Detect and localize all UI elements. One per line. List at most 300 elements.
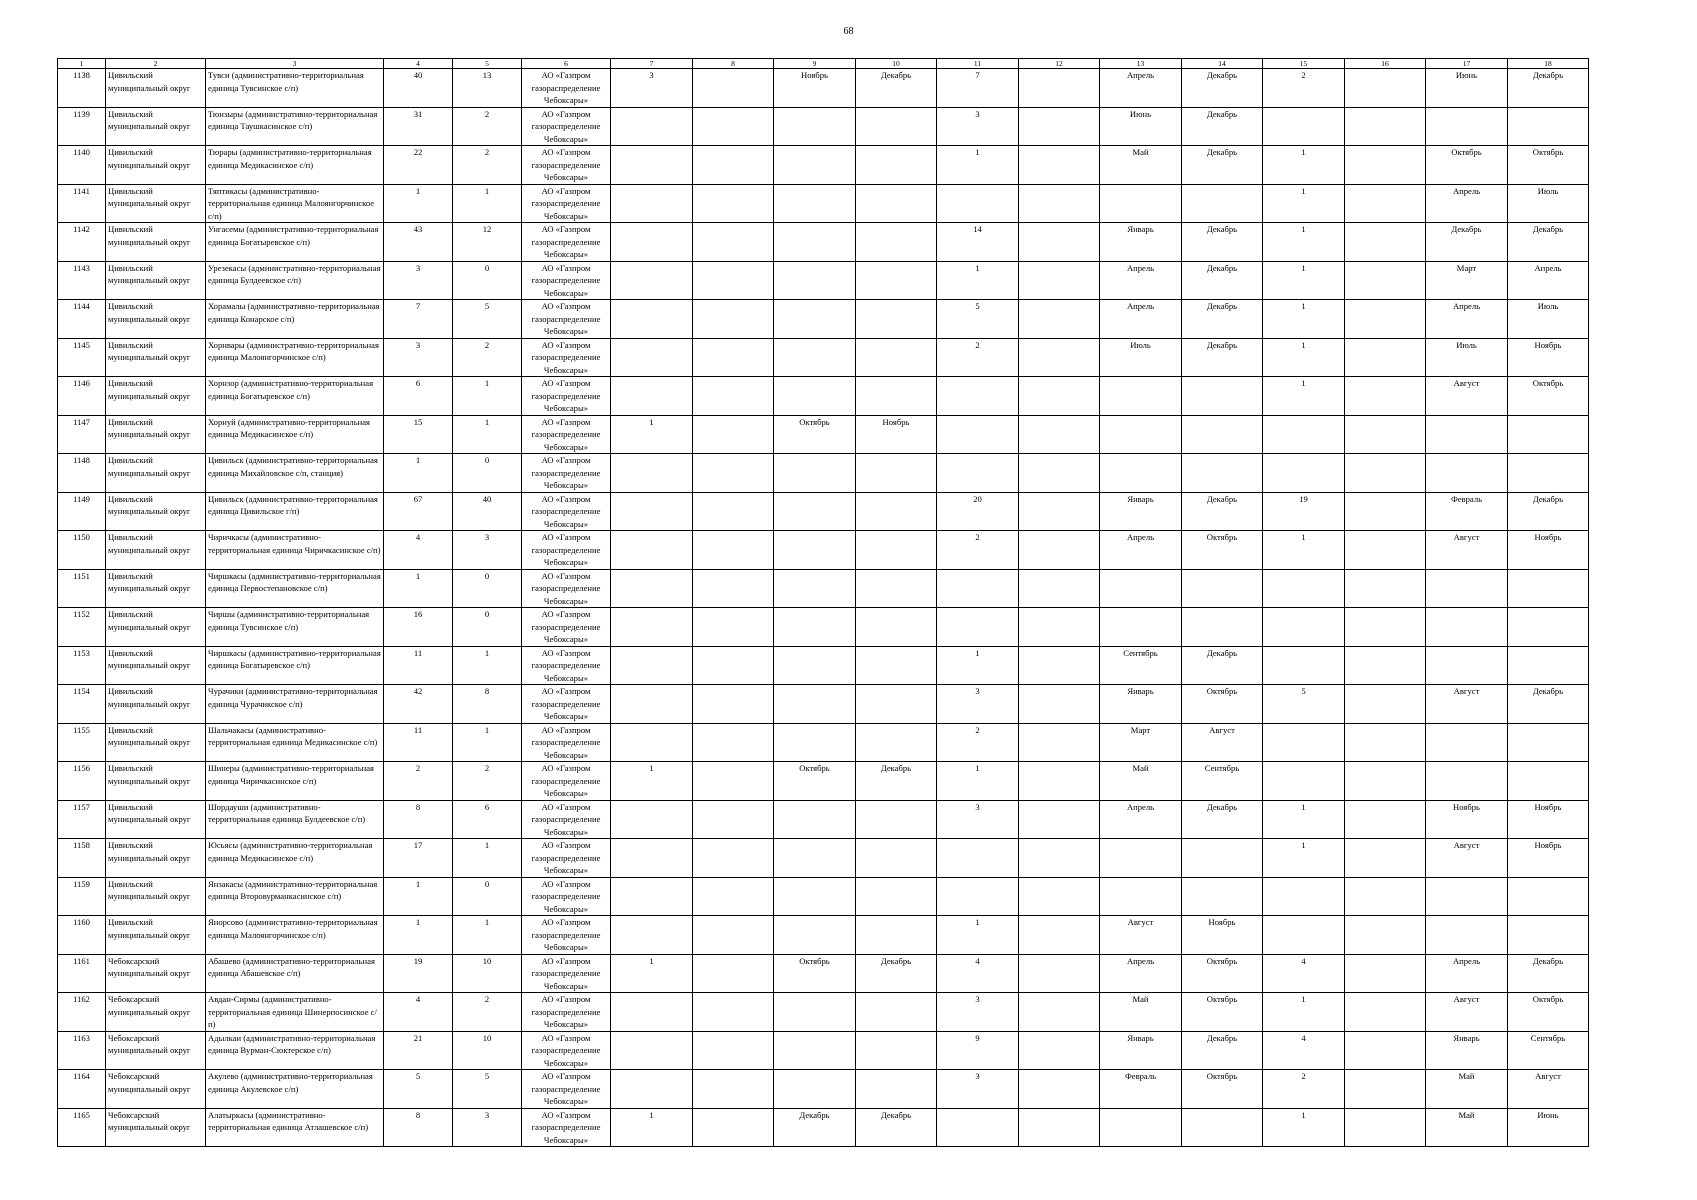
table-cell: Апрель [1426,184,1508,223]
table-cell: 12 [453,223,522,262]
table-cell [774,877,856,916]
table-cell [774,377,856,416]
table-cell [774,916,856,955]
table-cell: Тяптикасы (административно-территориальная единица Малоянгорчинское с/п) [206,184,384,223]
table-cell [611,685,693,724]
table-cell [693,954,774,993]
table-cell [693,531,774,570]
table-cell: 3 [937,107,1019,146]
table-cell: 5 [453,300,522,339]
table-cell: Цивильский муниципальный округ [106,107,206,146]
table-cell: Цивильск (административно-территориальная единица Михайловское с/п, станция) [206,454,384,493]
table-cell [693,646,774,685]
table-cell [693,762,774,801]
column-number-header: 14 [1182,59,1263,69]
table-cell: Ноябрь [856,415,937,454]
table-cell: Хорнзор (административно-территориальная единица Богатыревское с/п) [206,377,384,416]
table-cell [937,184,1019,223]
table-cell: 1 [611,415,693,454]
table-cell [1019,184,1100,223]
table-cell: Унгасемы (административно-территориальная единица Богатыревское с/п) [206,223,384,262]
table-cell: Июнь [1426,69,1508,108]
table-cell: 1143 [58,261,106,300]
table-cell: 1 [1263,300,1345,339]
table-cell: Чиршкасы (административно-территориальная единица Первостепановское с/п) [206,569,384,608]
table-cell [1019,608,1100,647]
table-cell: Юсьясы (административно-территориальная единица Медикасинское с/п) [206,839,384,878]
table-cell: АО «Газпром газораспределение Чебоксары» [522,261,611,300]
table-cell [1345,107,1426,146]
table-cell: 1140 [58,146,106,185]
table-cell: 1152 [58,608,106,647]
table-cell: АО «Газпром газораспределение Чебоксары» [522,223,611,262]
table-cell: 1 [1263,261,1345,300]
table-cell: 2 [453,107,522,146]
table-cell [1019,531,1100,570]
table-cell: Апрель [1100,69,1182,108]
table-cell: 1 [1263,800,1345,839]
table-cell: 3 [384,338,453,377]
table-cell: 1 [1263,338,1345,377]
table-cell [856,608,937,647]
table-cell: Цивильский муниципальный округ [106,415,206,454]
table-cell [774,454,856,493]
table-cell: АО «Газпром газораспределение Чебоксары» [522,300,611,339]
table-cell: 1 [1263,223,1345,262]
table-cell [1345,261,1426,300]
table-cell [693,1031,774,1070]
table-cell: 1145 [58,338,106,377]
table-cell [1508,762,1589,801]
table-cell: Декабрь [1508,492,1589,531]
table-cell: Август [1426,685,1508,724]
table-cell: Декабрь [1182,223,1263,262]
table-row [58,608,1589,647]
table-cell [1182,608,1263,647]
table-cell: Сентябрь [1182,762,1263,801]
table-cell: 40 [384,69,453,108]
table-cell: 0 [453,454,522,493]
table-cell: 1 [453,184,522,223]
table-cell [856,261,937,300]
table-cell: Шинеры (административно-территориальная единица Чиричкасинское с/п) [206,762,384,801]
table-cell: 1 [937,646,1019,685]
table-cell: Апрель [1426,300,1508,339]
table-cell: Чебоксарский муниципальный округ [106,993,206,1032]
table-cell [693,492,774,531]
table-cell [693,839,774,878]
table-cell: Цивильский муниципальный округ [106,146,206,185]
table-cell [1019,685,1100,724]
table-cell: Январь [1426,1031,1508,1070]
table-cell: Октябрь [1508,993,1589,1032]
table-cell: Хорнвары (административно-территориальная единица Малоянгорчинское с/п) [206,338,384,377]
table-cell: Авдан-Сирмы (административно-территориальная единица Шинерпосинское с/п) [206,993,384,1032]
table-cell: 1 [937,916,1019,955]
table-cell: Август [1426,993,1508,1032]
table-cell [1182,184,1263,223]
table-cell [1100,454,1182,493]
table-cell: 1 [453,839,522,878]
table-cell [1426,646,1508,685]
table-cell [1508,107,1589,146]
table-cell [611,916,693,955]
table-cell: 1139 [58,107,106,146]
table-row [58,646,1589,685]
table-cell: Декабрь [1182,492,1263,531]
table-cell [856,531,937,570]
table-cell: Ноябрь [1508,531,1589,570]
table-cell: 21 [384,1031,453,1070]
table-cell: 1 [1263,531,1345,570]
table-cell: Хорамалы (административно-территориальная единица Конарское с/п) [206,300,384,339]
table-cell [1100,839,1182,878]
table-cell: Ноябрь [1508,338,1589,377]
table-cell: Ноябрь [1182,916,1263,955]
table-cell: Июль [1508,184,1589,223]
table-cell: Цивильский муниципальный округ [106,877,206,916]
table-cell [1508,646,1589,685]
table-cell [1263,646,1345,685]
table-cell [774,839,856,878]
table-cell [856,800,937,839]
table-cell [1019,261,1100,300]
table-cell: Декабрь [1426,223,1508,262]
table-cell: 43 [384,223,453,262]
table-cell [774,223,856,262]
table-cell: 17 [384,839,453,878]
table-cell: Март [1100,723,1182,762]
table-cell: 1 [937,762,1019,801]
table-row [58,685,1589,724]
table-cell: Цивильский муниципальный округ [106,184,206,223]
column-number-header: 5 [453,59,522,69]
table-cell [1019,69,1100,108]
table-cell: Июль [1426,338,1508,377]
table-cell [1263,569,1345,608]
table-cell: 1 [1263,184,1345,223]
table-cell: 1156 [58,762,106,801]
table-cell: 1 [1263,839,1345,878]
table-cell [1019,646,1100,685]
table-cell: 1155 [58,723,106,762]
table-cell: 2 [453,762,522,801]
table-cell: АО «Газпром газораспределение Чебоксары» [522,685,611,724]
table-cell: Апрель [1100,800,1182,839]
table-cell: 1 [1263,146,1345,185]
table-cell [774,184,856,223]
table-cell [937,1108,1019,1147]
table-cell: АО «Газпром газораспределение Чебоксары» [522,993,611,1032]
table-cell [611,531,693,570]
table-cell [611,646,693,685]
table-cell: 1 [1263,377,1345,416]
table-cell [856,916,937,955]
table-cell: Октябрь [1426,146,1508,185]
table-cell: Чиршкасы (административно-территориальная единица Богатыревское с/п) [206,646,384,685]
page-number: 68 [843,26,854,37]
table-cell: Октябрь [774,954,856,993]
table-row [58,839,1589,878]
table-cell [1019,338,1100,377]
table-cell: Ноябрь [774,69,856,108]
table-cell: Цивильский муниципальный округ [106,492,206,531]
table-cell [856,877,937,916]
table-cell: Ноябрь [1508,800,1589,839]
table-cell [1508,569,1589,608]
table-cell [1508,415,1589,454]
table-cell [1019,1031,1100,1070]
table-cell [1345,993,1426,1032]
table-cell: 1142 [58,223,106,262]
table-cell: Чиршы (административно-территориальная единица Тувсинское с/п) [206,608,384,647]
table-cell: 1164 [58,1070,106,1109]
table-cell: АО «Газпром газораспределение Чебоксары» [522,184,611,223]
table-cell: Август [1508,1070,1589,1109]
table-cell: Октябрь [1182,954,1263,993]
table-cell: Октябрь [1182,1070,1263,1109]
table-cell: 10 [453,1031,522,1070]
table-cell: 8 [384,800,453,839]
table-cell: Декабрь [1508,954,1589,993]
table-cell [1426,107,1508,146]
table-cell: 2 [1263,1070,1345,1109]
table-cell: Декабрь [1182,107,1263,146]
table-cell [693,184,774,223]
table-cell: Янзакасы (административно-территориальная единица Второвурманкасинское с/п) [206,877,384,916]
table-cell [693,261,774,300]
table-cell: 1 [384,569,453,608]
table-cell: 10 [453,954,522,993]
table-cell [1508,608,1589,647]
table-cell: 1 [453,646,522,685]
table-cell [856,223,937,262]
table-cell [1019,492,1100,531]
table-cell: 1149 [58,492,106,531]
table-row [58,1031,1589,1070]
table-cell [693,723,774,762]
table-cell [693,69,774,108]
table-cell: Цивильский муниципальный округ [106,608,206,647]
table-cell: 42 [384,685,453,724]
table-cell [1100,608,1182,647]
table-cell: 14 [937,223,1019,262]
table-cell: Октябрь [774,415,856,454]
table-cell: Цивильский муниципальный округ [106,685,206,724]
table-cell: 1163 [58,1031,106,1070]
table-cell: АО «Газпром газораспределение Чебоксары» [522,569,611,608]
table-cell: Ноябрь [1426,800,1508,839]
table-cell [856,1070,937,1109]
table-cell: Алатыркасы (административно-территориальная единица Атлашевское с/п) [206,1108,384,1147]
table-cell [693,800,774,839]
table-cell: Декабрь [1508,685,1589,724]
table-cell: Июнь [1508,1108,1589,1147]
table-cell: 19 [1263,492,1345,531]
table-cell: АО «Газпром газораспределение Чебоксары» [522,107,611,146]
table-cell [1345,877,1426,916]
table-cell [693,223,774,262]
table-cell: 1 [384,454,453,493]
table-cell: АО «Газпром газораспределение Чебоксары» [522,646,611,685]
table-row [58,762,1589,801]
table-cell: АО «Газпром газораспределение Чебоксары» [522,800,611,839]
table-row [58,723,1589,762]
table-cell: Апрель [1100,531,1182,570]
table-cell [1019,723,1100,762]
table-cell: 1 [453,916,522,955]
table-cell: 11 [384,646,453,685]
table-cell [856,685,937,724]
table-cell: 1154 [58,685,106,724]
table-cell: Цивильский муниципальный округ [106,800,206,839]
table-cell: 20 [937,492,1019,531]
table-cell: 2 [937,723,1019,762]
column-number-header: 15 [1263,59,1345,69]
table-row [58,877,1589,916]
table-cell: Цивильский муниципальный округ [106,261,206,300]
table-cell: Хорнуй (административно-территориальная единица Медикасинское с/п) [206,415,384,454]
table-cell: АО «Газпром газораспределение Чебоксары» [522,1108,611,1147]
table-cell: Шордауши (административно-территориальная единица Булдеевское с/п) [206,800,384,839]
table-row [58,377,1589,416]
table-cell [693,1108,774,1147]
table-cell [856,146,937,185]
table-cell [693,338,774,377]
table-cell: Акулево (административно-территориальная единица Акулевское с/п) [206,1070,384,1109]
table-cell [774,723,856,762]
table-cell: Апрель [1100,300,1182,339]
table-cell: Тюнзыры (административно-территориальная единица Таушкасинское с/п) [206,107,384,146]
table-cell [1019,1108,1100,1147]
table-cell: 6 [453,800,522,839]
table-cell: Цивильский муниципальный округ [106,69,206,108]
table-cell [1100,415,1182,454]
table-cell: АО «Газпром газораспределение Чебоксары» [522,762,611,801]
table-cell [611,1070,693,1109]
table-cell [611,608,693,647]
table-cell: Чебоксарский муниципальный округ [106,1031,206,1070]
table-cell [1345,1108,1426,1147]
table-cell [611,993,693,1032]
table-cell: Май [1100,993,1182,1032]
table-cell [611,800,693,839]
table-row [58,300,1589,339]
table-cell: 1161 [58,954,106,993]
table-cell: 4 [1263,1031,1345,1070]
table-cell: 13 [453,69,522,108]
table-cell: АО «Газпром газораспределение Чебоксары» [522,531,611,570]
table-cell [774,338,856,377]
table-row [58,261,1589,300]
table-cell: Июль [1508,300,1589,339]
table-cell: Август [1426,531,1508,570]
table-cell: Урезекасы (административно-территориальная единица Булдеевское с/п) [206,261,384,300]
table-cell [611,146,693,185]
table-cell: Декабрь [1182,646,1263,685]
table-cell: 1141 [58,184,106,223]
column-number-header: 2 [106,59,206,69]
table-cell [611,839,693,878]
table-cell [1345,839,1426,878]
table-cell [937,877,1019,916]
table-cell [1508,916,1589,955]
table-cell: 1 [937,146,1019,185]
table-cell [693,685,774,724]
table-cell [856,839,937,878]
table-cell [611,184,693,223]
table-cell: Адылкаи (административно-территориальная единица Вурман-Сюктерское с/п) [206,1031,384,1070]
table-cell: 2 [1263,69,1345,108]
table-cell: АО «Газпром газораспределение Чебоксары» [522,916,611,955]
table-cell: 1162 [58,993,106,1032]
column-number-header: 9 [774,59,856,69]
table-cell [1345,646,1426,685]
table-cell [1345,723,1426,762]
table-cell [1426,415,1508,454]
table-row [58,531,1589,570]
table-cell: Декабрь [856,69,937,108]
table-cell [774,569,856,608]
table-cell: Октябрь [1182,993,1263,1032]
table-cell: Сентябрь [1508,1031,1589,1070]
table-cell [1426,454,1508,493]
table-cell [1100,569,1182,608]
table-cell: 2 [453,338,522,377]
gasification-schedule-table [57,58,1589,1147]
table-cell: 3 [937,800,1019,839]
table-cell: Январь [1100,1031,1182,1070]
table-cell [1263,723,1345,762]
table-cell [774,146,856,185]
table-cell: Март [1426,261,1508,300]
table-cell [693,146,774,185]
table-cell [774,993,856,1032]
table-cell: Январь [1100,492,1182,531]
table-cell [1345,916,1426,955]
table-cell [1019,800,1100,839]
table-cell [1345,569,1426,608]
table-cell: Цивильский муниципальный округ [106,531,206,570]
table-row [58,107,1589,146]
table-cell: 3 [937,685,1019,724]
table-cell: Цивильский муниципальный округ [106,839,206,878]
table-cell [1019,569,1100,608]
table-cell [611,107,693,146]
table-cell [1426,762,1508,801]
table-cell: Октябрь [1508,377,1589,416]
table-cell [937,569,1019,608]
table-cell [1345,954,1426,993]
table-cell [1263,916,1345,955]
table-cell: Чебоксарский муниципальный округ [106,1070,206,1109]
table-cell: 1146 [58,377,106,416]
table-cell: 5 [453,1070,522,1109]
table-cell: АО «Газпром газораспределение Чебоксары» [522,608,611,647]
table-row [58,223,1589,262]
table-cell: Декабрь [856,1108,937,1147]
table-cell [1182,454,1263,493]
table-cell [1019,223,1100,262]
table-cell [1345,1070,1426,1109]
table-cell [856,377,937,416]
table-cell [1019,415,1100,454]
table-cell: 1153 [58,646,106,685]
table-cell [1345,223,1426,262]
table-cell: Октябрь [1508,146,1589,185]
table-cell [774,300,856,339]
table-cell: Декабрь [856,762,937,801]
